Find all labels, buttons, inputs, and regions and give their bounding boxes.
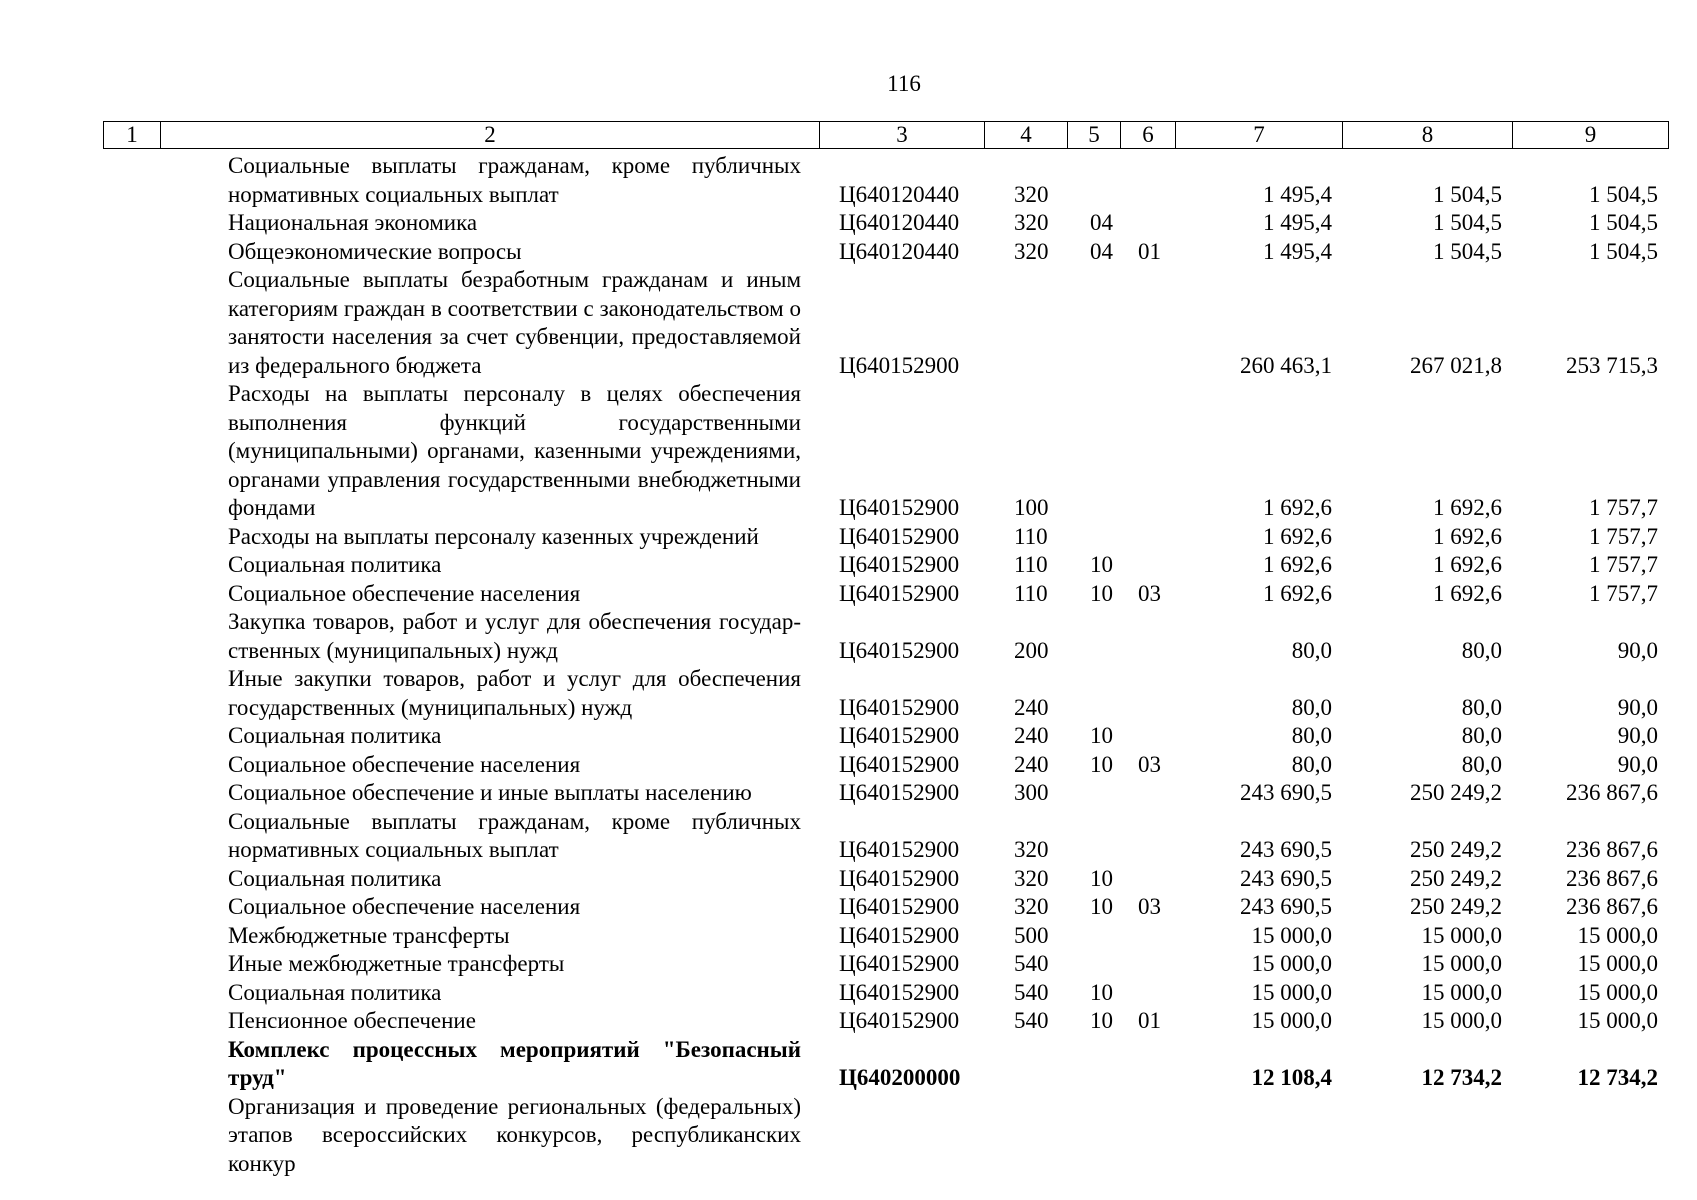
- row-value-9: 236 867,6: [1566, 837, 1658, 862]
- row-value-7: 1 692,6: [1263, 580, 1332, 606]
- row-value-8: 12 734,2: [1421, 1065, 1502, 1090]
- row-subsection: 01: [1138, 1008, 1161, 1033]
- row-value-7: [1175, 1093, 1342, 1179]
- row-value-9: 90,0: [1617, 751, 1658, 777]
- row-section: [1067, 380, 1120, 523]
- row-subsection: [1120, 1093, 1175, 1179]
- blank-cell: [103, 238, 160, 267]
- row-value-8: 1 692,6: [1433, 552, 1502, 577]
- row-section: 10: [1090, 894, 1113, 919]
- row-value-9: 15 000,0: [1577, 979, 1658, 1005]
- header-cell-3: 3: [820, 122, 985, 149]
- row-section: 10: [1090, 723, 1113, 748]
- row-expense-type: 200: [1014, 637, 1049, 663]
- row-code: Ц640120440: [839, 210, 960, 235]
- row-section: 10: [1090, 1008, 1113, 1033]
- row-name: Закупка товаров, работ и услуг для обеспечения государственных (муниципальных) нужд: [228, 609, 801, 663]
- blank-cell: [103, 608, 160, 665]
- table-row: [103, 779, 1668, 808]
- header-cell-6: 6: [1121, 122, 1176, 149]
- row-subsection: 01: [1138, 238, 1161, 264]
- row-code: Ц640152900: [839, 723, 960, 748]
- row-value-9: 1 504,5: [1589, 181, 1658, 207]
- row-name: Национальная экономика: [228, 210, 478, 235]
- blank-cell: [103, 950, 160, 979]
- row-name: Социальная политика: [228, 552, 442, 577]
- table-row: [103, 751, 1668, 780]
- blank-cell: [103, 1007, 160, 1036]
- row-value-8: 1 692,6: [1433, 495, 1502, 520]
- row-value-9: 236 867,6: [1566, 865, 1658, 891]
- table-row: [103, 922, 1668, 951]
- row-expense-type: 110: [1014, 523, 1048, 549]
- row-value-7: 80,0: [1291, 723, 1332, 748]
- table-row: [103, 979, 1668, 1008]
- row-section: [1067, 152, 1120, 209]
- row-value-7: 80,0: [1291, 694, 1332, 720]
- row-section: [1067, 922, 1120, 951]
- blank-cell: [103, 722, 160, 751]
- blank-cell: [103, 751, 160, 780]
- row-expense-type: 320: [1014, 837, 1049, 862]
- row-value-8: 15 000,0: [1421, 979, 1502, 1005]
- row-name: Расходы на выплаты персоналу казенных учреждений: [228, 523, 759, 549]
- row-name: Комплекс процессных мероприятий "Безопасный труд": [228, 1036, 801, 1090]
- row-code: Ц640152900: [839, 780, 960, 805]
- row-expense-type: [984, 1036, 1067, 1093]
- row-subsection: [1120, 266, 1175, 380]
- header-cell-1: 1: [104, 122, 161, 149]
- table-row: [103, 665, 1668, 722]
- row-name: Социальное обеспечение населения: [228, 580, 581, 606]
- budget-table: [103, 152, 1668, 1178]
- row-section: [1067, 1093, 1120, 1179]
- row-expense-type: 240: [1014, 694, 1049, 720]
- row-value-8: 15 000,0: [1421, 1008, 1502, 1033]
- table-row: [103, 523, 1668, 552]
- row-value-8: [1342, 1093, 1512, 1179]
- row-value-7: 1 495,4: [1263, 210, 1332, 235]
- row-name: Социальная политика: [228, 723, 442, 748]
- row-name: Социальное обеспечение населения: [228, 751, 581, 777]
- row-value-9: [1512, 1093, 1668, 1179]
- row-name: Социальное обеспечение населения: [228, 894, 581, 919]
- row-expense-type: 300: [1014, 780, 1049, 805]
- row-code: Ц640152900: [839, 552, 960, 577]
- table-row: [103, 893, 1668, 922]
- column-number-header: [103, 121, 1669, 149]
- row-value-9: 1 757,7: [1589, 552, 1658, 577]
- row-value-9: 1 504,5: [1589, 238, 1658, 264]
- table-row: [103, 865, 1668, 894]
- row-expense-type: 110: [1014, 580, 1048, 606]
- row-name: Межбюджетные трансферты: [228, 922, 510, 948]
- table-row: [103, 551, 1668, 580]
- row-value-8: 250 249,2: [1410, 780, 1502, 805]
- row-subsection: [1120, 722, 1175, 751]
- row-subsection: 03: [1138, 751, 1161, 777]
- row-expense-type: [984, 1093, 1067, 1179]
- row-value-7: 80,0: [1291, 637, 1332, 663]
- row-value-9: 15 000,0: [1577, 922, 1658, 948]
- row-name: Иные закупки товаров, работ и услуг для обеспечения государственных (муниципальных) нужд: [228, 666, 801, 720]
- row-subsection: [1120, 608, 1175, 665]
- row-section: [1067, 266, 1120, 380]
- row-code: Ц640120440: [839, 238, 960, 264]
- row-value-8: 267 021,8: [1410, 352, 1502, 378]
- row-value-7: 243 690,5: [1240, 780, 1332, 805]
- row-expense-type: 320: [1014, 894, 1049, 919]
- table-row: [103, 209, 1668, 238]
- row-expense-type: [984, 266, 1067, 380]
- row-expense-type: 540: [1014, 1008, 1049, 1033]
- row-value-8: 1 504,5: [1433, 238, 1502, 264]
- row-value-8: 250 249,2: [1410, 865, 1502, 891]
- row-value-7: 15 000,0: [1251, 922, 1332, 948]
- row-code: Ц640152900: [839, 580, 960, 606]
- row-subsection: [1120, 380, 1175, 523]
- row-section: 10: [1090, 552, 1113, 577]
- row-value-7: 1 495,4: [1263, 181, 1332, 207]
- row-value-7: 1 495,4: [1263, 238, 1332, 264]
- blank-cell: [103, 893, 160, 922]
- row-subsection: [1120, 665, 1175, 722]
- row-code: Ц640152900: [839, 751, 960, 777]
- blank-cell: [103, 1036, 160, 1093]
- table-row: [103, 722, 1668, 751]
- row-value-7: 1 692,6: [1263, 523, 1332, 549]
- row-name: Общеэкономические вопросы: [228, 238, 522, 264]
- row-name: Социальные выплаты гражданам, кроме публичных нормативных социальных выплат: [228, 153, 801, 207]
- row-value-9: 1 504,5: [1589, 210, 1658, 235]
- row-code: Ц640152900: [839, 637, 960, 663]
- header-cell-4: 4: [985, 122, 1068, 149]
- row-code: Ц640152900: [839, 523, 960, 549]
- row-code: Ц640152900: [839, 1008, 960, 1033]
- table-row: [103, 580, 1668, 609]
- blank-cell: [103, 1093, 160, 1179]
- table-row: [103, 380, 1668, 523]
- row-subsection: [1120, 523, 1175, 552]
- row-expense-type: 100: [1014, 495, 1049, 520]
- blank-cell: [103, 779, 160, 808]
- row-code: Ц640152900: [839, 352, 960, 378]
- row-expense-type: 240: [1014, 723, 1049, 748]
- row-value-7: 12 108,4: [1251, 1065, 1332, 1090]
- row-expense-type: 500: [1014, 922, 1049, 948]
- row-value-8: 15 000,0: [1421, 922, 1502, 948]
- blank-cell: [103, 152, 160, 209]
- blank-cell: [103, 922, 160, 951]
- row-value-8: 1 692,6: [1433, 523, 1502, 549]
- row-subsection: [1120, 979, 1175, 1008]
- row-value-7: 80,0: [1291, 751, 1332, 777]
- row-value-7: 15 000,0: [1251, 979, 1332, 1005]
- row-expense-type: 240: [1014, 751, 1049, 777]
- blank-cell: [103, 551, 160, 580]
- row-name: Социальные выплаты гражданам, кроме публичных нормативных социальных выплат: [228, 808, 801, 862]
- table-row: [103, 1093, 1668, 1179]
- row-value-7: 1 692,6: [1263, 552, 1332, 577]
- row-value-7: 260 463,1: [1240, 352, 1332, 378]
- blank-cell: [103, 523, 160, 552]
- row-value-8: 80,0: [1461, 637, 1502, 663]
- row-subsection: 03: [1138, 580, 1161, 606]
- row-name: Пенсионное обеспечение: [228, 1008, 476, 1033]
- row-value-9: 15 000,0: [1577, 951, 1658, 976]
- table-row: [103, 808, 1668, 865]
- row-value-9: 1 757,7: [1589, 523, 1658, 549]
- row-code: Ц640152900: [839, 865, 960, 891]
- row-section: [1067, 665, 1120, 722]
- row-value-9: 90,0: [1617, 637, 1658, 663]
- header-cell-8: 8: [1343, 122, 1513, 149]
- row-name: Социальная политика: [228, 865, 442, 891]
- row-code: Ц640152900: [839, 837, 960, 862]
- row-code: Ц640152900: [839, 894, 960, 919]
- row-section: [1067, 779, 1120, 808]
- row-name: Социальное обеспечение и иные выплаты населению: [228, 780, 752, 805]
- row-subsection: 03: [1138, 894, 1161, 919]
- row-section: 10: [1090, 979, 1113, 1005]
- blank-cell: [103, 266, 160, 380]
- row-name: Расходы на выплаты персоналу в целях обеспечения выполнения функций государственными (муниципальными) органами, казенными учреждениями, органами управления государственными внебюджетными фондами: [228, 381, 801, 520]
- row-value-9: 236 867,6: [1566, 894, 1658, 919]
- blank-cell: [103, 865, 160, 894]
- row-value-7: 243 690,5: [1240, 865, 1332, 891]
- row-value-7: 15 000,0: [1251, 1008, 1332, 1033]
- row-expense-type: 110: [1014, 552, 1048, 577]
- row-section: 10: [1090, 865, 1113, 891]
- row-name: Организация и проведение региональных (федеральных) этапов всероссийских конкурсов, республиканских конкур: [228, 1093, 801, 1176]
- row-name: Социальные выплаты безработным гражданам и иным категориям граждан в соответствии с законодательством о занятости населения за счет субвенции, предоставляемой из федерального бюджета: [228, 267, 801, 378]
- table-row: [103, 1007, 1668, 1036]
- row-name: Социальная политика: [228, 979, 442, 1005]
- row-value-9: 253 715,3: [1566, 352, 1658, 378]
- row-value-7: 15 000,0: [1251, 951, 1332, 976]
- header-cell-5: 5: [1068, 122, 1121, 149]
- blank-cell: [103, 665, 160, 722]
- row-value-9: 90,0: [1617, 694, 1658, 720]
- row-section: 04: [1090, 238, 1113, 264]
- row-expense-type: 540: [1014, 951, 1049, 976]
- row-code: [819, 1093, 984, 1179]
- row-value-9: 15 000,0: [1577, 1008, 1658, 1033]
- row-value-8: 80,0: [1461, 694, 1502, 720]
- row-subsection: [1120, 209, 1175, 238]
- row-value-8: 80,0: [1461, 751, 1502, 777]
- row-section: 04: [1090, 210, 1113, 235]
- page-number: 116: [887, 71, 921, 96]
- row-section: [1067, 523, 1120, 552]
- blank-cell: [103, 380, 160, 523]
- row-value-8: 250 249,2: [1410, 894, 1502, 919]
- row-section: [1067, 808, 1120, 865]
- blank-cell: [103, 580, 160, 609]
- table-row: [103, 152, 1668, 209]
- row-section: 10: [1090, 580, 1113, 606]
- row-section: [1067, 608, 1120, 665]
- row-subsection: [1120, 922, 1175, 951]
- row-expense-type: 540: [1014, 979, 1049, 1005]
- row-value-9: 1 757,7: [1589, 495, 1658, 520]
- row-subsection: [1120, 779, 1175, 808]
- header-cell-7: 7: [1176, 122, 1343, 149]
- row-value-7: 1 692,6: [1263, 495, 1332, 520]
- row-section: [1067, 1036, 1120, 1093]
- row-expense-type: 320: [1014, 238, 1049, 264]
- header-cell-2: 2: [161, 122, 820, 149]
- row-code: Ц640152900: [839, 979, 960, 1005]
- row-expense-type: 320: [1014, 865, 1049, 891]
- row-subsection: [1120, 950, 1175, 979]
- row-code: Ц640152900: [839, 922, 960, 948]
- row-name: Иные межбюджетные трансферты: [228, 951, 565, 976]
- table-row: [103, 950, 1668, 979]
- row-subsection: [1120, 808, 1175, 865]
- header-cell-9: 9: [1513, 122, 1669, 149]
- row-subsection: [1120, 551, 1175, 580]
- row-value-8: 1 504,5: [1433, 210, 1502, 235]
- row-value-7: 243 690,5: [1240, 837, 1332, 862]
- table-row: [103, 608, 1668, 665]
- blank-cell: [103, 808, 160, 865]
- row-code: Ц640152900: [839, 951, 960, 976]
- row-value-9: 236 867,6: [1566, 780, 1658, 805]
- row-code: Ц640152900: [839, 495, 960, 520]
- row-value-8: 15 000,0: [1421, 951, 1502, 976]
- row-value-8: 250 249,2: [1410, 837, 1502, 862]
- row-value-8: 1 504,5: [1433, 181, 1502, 207]
- row-section: [1067, 950, 1120, 979]
- table-row: [103, 238, 1668, 267]
- blank-cell: [103, 979, 160, 1008]
- table-row: [103, 266, 1668, 380]
- row-value-9: 90,0: [1617, 723, 1658, 748]
- row-value-9: 12 734,2: [1577, 1065, 1658, 1090]
- row-expense-type: 320: [1014, 181, 1049, 207]
- row-section: 10: [1090, 751, 1113, 777]
- table-row: [103, 1036, 1668, 1093]
- blank-cell: [103, 209, 160, 238]
- row-value-8: 80,0: [1461, 723, 1502, 748]
- row-value-7: 243 690,5: [1240, 894, 1332, 919]
- row-subsection: [1120, 152, 1175, 209]
- row-value-8: 1 692,6: [1433, 580, 1502, 606]
- row-code: Ц640152900: [839, 694, 960, 720]
- row-value-9: 1 757,7: [1589, 580, 1658, 606]
- row-code: Ц640120440: [839, 181, 960, 207]
- row-subsection: [1120, 1036, 1175, 1093]
- row-code: Ц640200000: [839, 1065, 961, 1090]
- row-expense-type: 320: [1014, 210, 1049, 235]
- row-subsection: [1120, 865, 1175, 894]
